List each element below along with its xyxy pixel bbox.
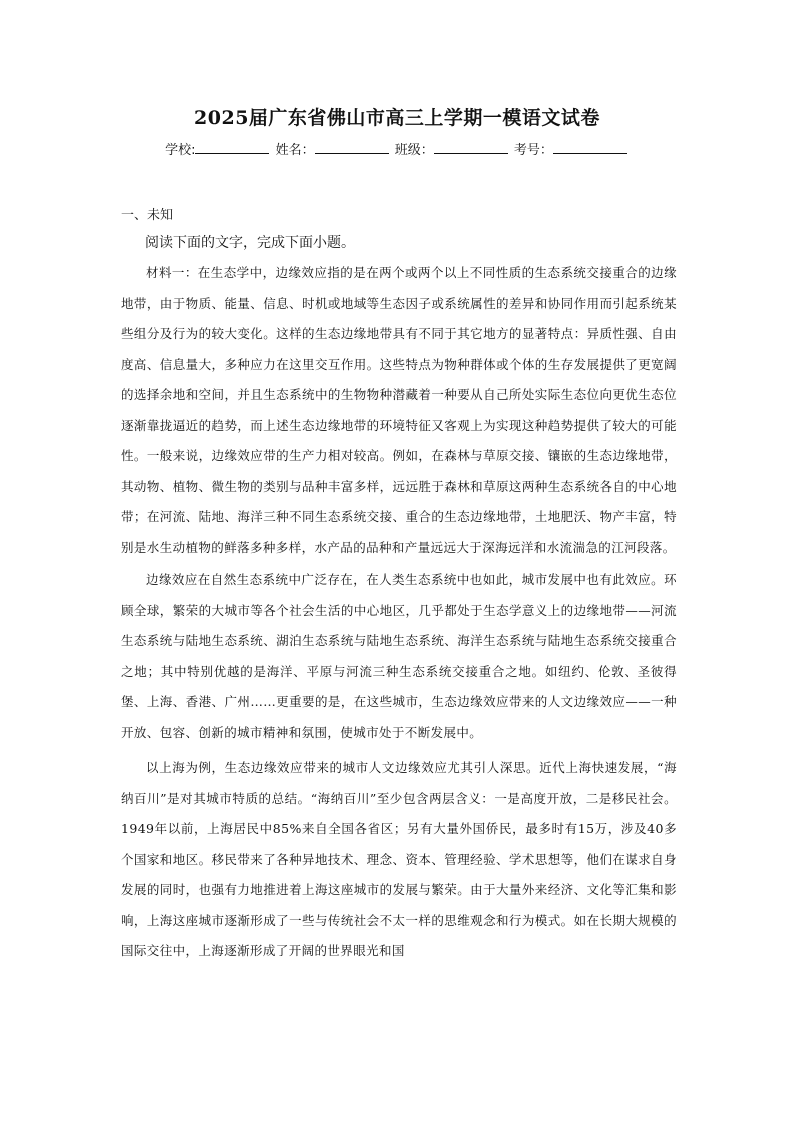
name-label: 姓名： — [275, 143, 315, 158]
passage-paragraph: 边缘效应在自然生态系统中广泛存在，在人类生态系统中也如此，城市发展中也有此效应。环顾全球，繁荣的大城市等各个社会生活的中心地区，几乎都处于生态学意义上的边缘地带——河流生态系统与陆地生态系统、湖泊生态系统与陆地生态系统、海洋生态系统与陆地生态系统交接重合之地；其中特别优越的是海洋、平原与河流三种生态系统交接重合之地。如纽约、伦敦、圣彼得堡、上海、香港、广州……更重要的是，在这些城市，生态边缘效应带来的人文边缘效应——一种开放、包容、创新的城市精神和氛围，使城市处于不断发展中。 — [121, 572, 677, 740]
class-label: 班级： — [394, 143, 434, 158]
section-heading: 一、未知 — [121, 208, 174, 223]
exam-title: 2025届广东省佛山市高三上学期一模语文试卷 — [194, 107, 600, 129]
reading-instruction: 阅读下面的文字，完成下面小题。 — [145, 235, 355, 251]
exam-number-label: 考号： — [513, 143, 553, 158]
passage-paragraph: 材料一：在生态学中，边缘效应指的是在两个或两个以上不同性质的生态系统交接重合的边缘地带，由于物质、能量、信息、时机或地域等生态因子或系统属性的差异和协同作用而引起系统某些组分及行为的较大变化。这样的生态边缘地带具有不同于其它地方的显著特点：异质性强、自由度高、信息量大，多种应力在这里交互作用。这些特点为物种群体或个体的生存发展提供了更宽阔的选择余地和空间，并且生态系统中的生物物种潜藏着一种要从自己所处实际生态位向更优生态位逐渐靠拢逼近的趋势，而上述生态边缘地带的环境特征又客观上为实现这种趋势提供了较大的可能性。一般来说，边缘效应带的生产力相对较高。例如，在森林与草原交接、镶嵌的生态边缘地带，其动物、植物、微生物的类别与品种丰富多样，远远胜于森林和草原这两种生态系统各自的中心地带；在河流、陆地、海洋三种不同生态系统交接、重合的生态边缘地带，土地肥沃、物产丰富，特别是水生动植物的鲜落多种多样，水产品的品种和产量远远大于深海远洋和水流湍急的江河段落。 — [121, 265, 677, 555]
exam-number-blank — [553, 141, 627, 154]
class-blank — [434, 141, 508, 154]
school-label: 学校: — [165, 143, 196, 158]
student-info-line — [0, 139, 794, 158]
name-blank — [315, 141, 389, 154]
passage-paragraph: 以上海为例，生态边缘效应带来的城市人文边缘效应尤其引人深思。近代上海快速发展，“海纳百川”是对其城市特质的总结。“海纳百川”至少包含两层含义：一是高度开放，二是移民社会。1949年以前，上海居民中85%来自全国各省区；另有大量外国侨民，最多时有15万，涉及40多个国家和地区。移民带来了各种异地技术、理念、资本、管理经验、学术思想等，他们在谋求自身发展的同时，也强有力地推进着上海这座城市的发展与繁荣。由于大量外来经济、文化等汇集和影响，上海这座城市逐渐形成了一些与传统社会不太一样的思维观念和行为模式。如在长期大规模的国际交往中，上海逐渐形成了开阔的世界眼光和国 — [121, 760, 677, 958]
school-blank — [195, 141, 269, 154]
reading-passage — [121, 258, 677, 967]
